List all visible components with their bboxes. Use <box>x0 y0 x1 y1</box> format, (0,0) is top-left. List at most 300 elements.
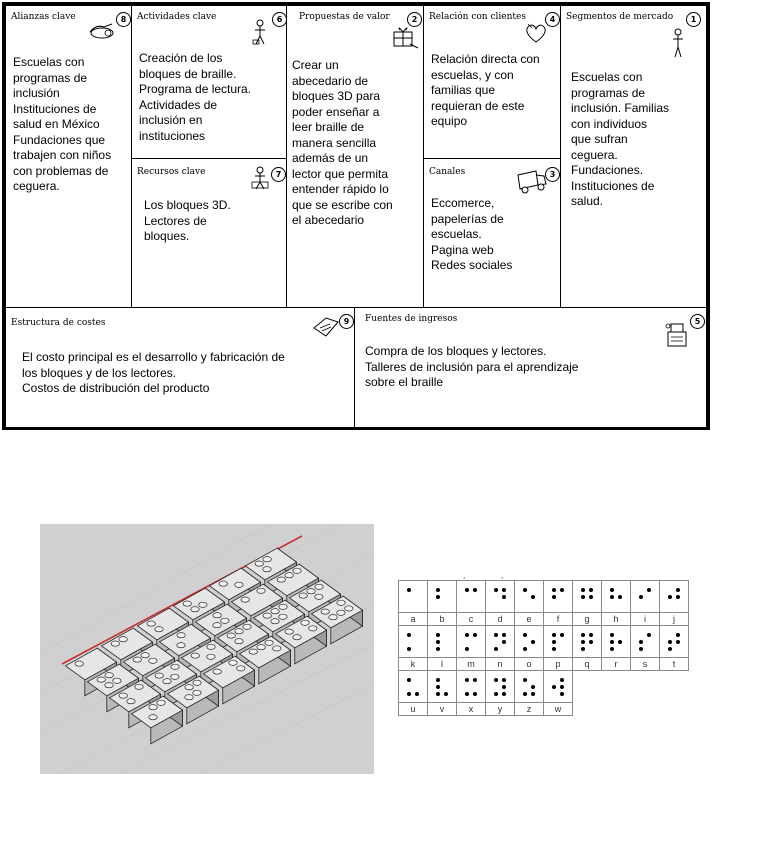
braille-dot <box>610 647 614 651</box>
braille-bump <box>221 618 229 623</box>
braille-dot <box>668 595 672 599</box>
cell-body: Relación directa con escuelas, y con familias que requieran de este equipo <box>431 52 540 128</box>
braille-cell <box>544 626 573 658</box>
braille-bump <box>293 635 301 640</box>
braille-dots <box>522 587 536 607</box>
braille-dot <box>618 595 622 599</box>
braille-dots <box>522 677 536 697</box>
braille-dot <box>436 678 440 682</box>
braille-dot <box>494 692 498 696</box>
braille-dot <box>581 595 585 599</box>
braille-dot <box>552 647 556 651</box>
braille-letter: z <box>515 703 544 716</box>
braille-dot <box>502 640 506 644</box>
empty-cell <box>602 671 631 703</box>
braille-dot <box>610 633 614 637</box>
braille-letter: p <box>544 658 573 671</box>
braille-bump <box>177 643 185 648</box>
braille-cell <box>428 581 457 613</box>
braille-bump <box>235 629 243 634</box>
braille-bump <box>105 673 113 678</box>
braille-bump <box>149 715 157 720</box>
cell-title: Alianzas clave <box>11 12 76 22</box>
cell-body: Crear un abecedario de bloques 3D para poder enseñar a leer braille de manera sencilla además de un lector que permita entender rápido lo que se escribe con el abecedario <box>292 58 393 227</box>
braille-cell <box>486 581 515 613</box>
braille-dots <box>667 632 681 652</box>
braille-letter: d <box>486 613 515 626</box>
braille-bump <box>149 705 157 710</box>
cell-title: Actividades clave <box>137 12 217 22</box>
braille-dot <box>560 633 564 637</box>
empty-cell <box>631 671 660 703</box>
braille-cell <box>486 671 515 703</box>
cell-canales <box>423 158 561 308</box>
braille-bump <box>191 607 199 612</box>
braille-dots <box>406 632 420 652</box>
braille-dot <box>589 595 593 599</box>
braille-cell <box>515 581 544 613</box>
braille-cell <box>544 581 573 613</box>
braille-bump <box>329 615 337 620</box>
braille-cell <box>602 581 631 613</box>
braille-bump <box>277 577 285 582</box>
braille-dots <box>667 587 681 607</box>
price-tag-icon <box>312 316 340 338</box>
braille-dot <box>407 633 411 637</box>
braille-dots <box>435 632 449 652</box>
braille-dots <box>551 677 565 697</box>
braille-letter: k <box>399 658 428 671</box>
braille-dots <box>493 587 507 607</box>
braille-dot <box>465 633 469 637</box>
braille-cell <box>428 671 457 703</box>
cell-body: Eccomerce, papelerías de escuelas. Pagina web Redes sociales <box>431 196 513 272</box>
braille-bump <box>257 588 265 593</box>
braille-dot <box>589 640 593 644</box>
braille-dot <box>494 678 498 682</box>
cell-number: 2 <box>407 12 422 27</box>
cell-number: 9 <box>339 314 354 329</box>
braille-dot <box>668 647 672 651</box>
braille-cell <box>457 581 486 613</box>
braille-bump <box>235 639 243 644</box>
braille-dot <box>676 595 680 599</box>
braille-dots <box>580 587 594 607</box>
braille-letter: n <box>486 658 515 671</box>
braille-dots <box>493 632 507 652</box>
braille-bump <box>299 593 307 598</box>
braille-dot <box>444 692 448 696</box>
braille-bump <box>273 646 281 651</box>
braille-dots <box>522 632 536 652</box>
braille-letter: f <box>544 613 573 626</box>
braille-cell <box>457 671 486 703</box>
person-icon <box>671 28 685 58</box>
braille-dot <box>676 588 680 592</box>
cell-body: Escuelas con programas de inclusión Instituciones de salud en México Fundaciones que trabajen con niños con problemas de ceguera. <box>13 55 112 193</box>
cell-number: 8 <box>116 12 131 27</box>
braille-dots-row <box>399 581 689 613</box>
braille-dot <box>647 588 651 592</box>
braille-cell <box>660 581 689 613</box>
braille-cell <box>573 626 602 658</box>
braille-cell <box>399 626 428 658</box>
braille-dot <box>465 647 469 651</box>
braille-letter: m <box>457 658 486 671</box>
braille-letter: x <box>457 703 486 716</box>
braille-bump <box>147 621 155 626</box>
braille-cell <box>399 581 428 613</box>
cell-body: Los bloques 3D. Lectores de bloques. <box>144 198 231 243</box>
braille-dot <box>407 692 411 696</box>
braille-bump <box>307 589 315 594</box>
braille-dot <box>552 595 556 599</box>
braille-dot <box>581 640 585 644</box>
braille-dot <box>552 640 556 644</box>
braille-dot <box>531 595 535 599</box>
cell-propuestas-de-valor <box>286 5 424 308</box>
cell-actividades-clave <box>131 5 287 159</box>
worker-icon <box>252 18 268 46</box>
braille-dots <box>435 587 449 607</box>
braille-dot <box>473 633 477 637</box>
braille-bump <box>279 604 287 609</box>
braille-dot <box>618 640 622 644</box>
braille-dot <box>494 633 498 637</box>
braille-bump <box>119 637 127 642</box>
braille-dot <box>407 588 411 592</box>
cell-body: Creación de los bloques de braille. Programa de lectura. Actividades de inclusión en instituciones <box>139 51 252 143</box>
braille-bump <box>345 606 353 611</box>
cell-number: 5 <box>690 314 705 329</box>
braille-dots <box>464 632 478 652</box>
braille-bump <box>263 557 271 562</box>
braille-letter-row <box>399 703 689 716</box>
cell-title: Relación con clientes <box>429 12 526 22</box>
braille-dot <box>523 647 527 651</box>
braille-dots <box>609 632 623 652</box>
braille-cell <box>544 671 573 703</box>
braille-letter: u <box>399 703 428 716</box>
braille-dot <box>676 633 680 637</box>
cell-number: 6 <box>272 12 287 27</box>
handshake-ring-icon <box>86 20 116 40</box>
cell-title: Canales <box>429 167 466 177</box>
braille-cell <box>486 626 515 658</box>
braille-bump <box>255 561 263 566</box>
braille-bump <box>279 614 287 619</box>
braille-bump <box>257 645 265 650</box>
braille-bump <box>337 600 345 605</box>
braille-dot <box>589 588 593 592</box>
braille-bump <box>301 620 309 625</box>
braille-dot <box>436 685 440 689</box>
braille-dot <box>531 692 535 696</box>
braille-dot <box>502 678 506 682</box>
cell-title: Recursos clave <box>137 167 206 177</box>
braille-dot <box>465 588 469 592</box>
braille-dot <box>502 685 506 689</box>
stray-mark: , <box>463 571 466 580</box>
cell-title: Propuestas de valor <box>299 12 390 22</box>
braille-dot <box>523 692 527 696</box>
braille-dots <box>609 587 623 607</box>
cell-number: 3 <box>545 167 560 182</box>
braille-dot <box>494 588 498 592</box>
cell-alianzas-clave <box>5 5 132 308</box>
empty-cell <box>573 703 602 716</box>
braille-letter: i <box>631 613 660 626</box>
braille-bump <box>213 669 221 674</box>
business-model-canvas <box>2 2 710 430</box>
braille-dots <box>406 587 420 607</box>
cell-number: 7 <box>271 167 286 182</box>
braille-bump <box>199 602 207 607</box>
braille-bump <box>111 641 119 646</box>
braille-bump <box>177 633 185 638</box>
braille-dot <box>502 633 506 637</box>
braille-bump <box>227 633 235 638</box>
braille-dot <box>531 685 535 689</box>
braille-dot <box>436 647 440 651</box>
braille-letter: w <box>544 703 573 716</box>
braille-cell <box>573 581 602 613</box>
gift-icon <box>391 24 419 50</box>
braille-blocks-scene <box>40 524 374 774</box>
braille-letter: r <box>602 658 631 671</box>
braille-bump <box>207 644 215 649</box>
braille-dot <box>560 685 564 689</box>
braille-dot <box>552 633 556 637</box>
braille-cell <box>631 626 660 658</box>
braille-dot <box>581 647 585 651</box>
braille-dot <box>610 640 614 644</box>
delivery-truck-icon <box>516 169 548 195</box>
braille-dots <box>493 677 507 697</box>
braille-dot <box>436 633 440 637</box>
braille-dot <box>473 588 477 592</box>
braille-dots <box>638 632 652 652</box>
braille-cell <box>515 626 544 658</box>
braille-bump <box>171 664 179 669</box>
braille-dots <box>638 587 652 607</box>
braille-bump <box>193 690 201 695</box>
braille-letter: h <box>602 613 631 626</box>
braille-dot <box>531 640 535 644</box>
cell-fuentes-de-ingresos <box>354 307 707 428</box>
cell-segmentos-de-mercado <box>560 5 707 308</box>
braille-bump <box>241 597 249 602</box>
braille-dots <box>551 632 565 652</box>
braille-bump <box>163 679 171 684</box>
braille-cell <box>631 581 660 613</box>
empty-cell <box>631 703 660 716</box>
braille-letter-row <box>399 613 689 626</box>
braille-letter: c <box>457 613 486 626</box>
braille-dot <box>523 633 527 637</box>
braille-bump <box>185 695 193 700</box>
braille-bump <box>155 673 163 678</box>
braille-bump <box>271 609 279 614</box>
braille-cell <box>515 671 544 703</box>
braille-bump <box>229 660 237 665</box>
braille-dot <box>552 588 556 592</box>
braille-bump <box>155 627 163 632</box>
braille-dot <box>465 678 469 682</box>
braille-bump <box>285 629 293 634</box>
braille-bump <box>97 677 105 682</box>
braille-dots <box>580 632 594 652</box>
braille-dots-row <box>399 671 689 703</box>
cell-title: Estructura de costes <box>11 318 106 328</box>
braille-dot <box>581 633 585 637</box>
braille-bump <box>213 623 221 628</box>
cell-number: 4 <box>545 12 560 27</box>
braille-bump <box>285 573 293 578</box>
braille-bump <box>207 654 215 659</box>
braille-dot <box>610 588 614 592</box>
braille-dot <box>560 588 564 592</box>
braille-dot <box>639 647 643 651</box>
cell-recursos-clave <box>131 158 287 308</box>
braille-bump <box>293 568 301 573</box>
braille-bump <box>265 640 273 645</box>
braille-bump <box>235 582 243 587</box>
braille-bump <box>75 661 83 666</box>
braille-dot <box>560 692 564 696</box>
braille-letter: j <box>660 613 689 626</box>
braille-letter: l <box>428 658 457 671</box>
cell-body: El costo principal es el desarrollo y fabricación de los bloques y de los lectores. Costos de distribución del producto <box>22 350 285 395</box>
braille-letter: b <box>428 613 457 626</box>
cell-relacion-con-clientes <box>423 5 561 159</box>
braille-dot <box>610 595 614 599</box>
braille-letter: e <box>515 613 544 626</box>
braille-dot <box>502 588 506 592</box>
braille-bump <box>321 609 329 614</box>
braille-dot <box>647 633 651 637</box>
cell-title: Fuentes de ingresos <box>365 314 458 324</box>
cell-body: Compra de los bloques y lectores. Talleres de inclusión para el aprendizaje sobre el braille <box>365 344 579 389</box>
braille-dot <box>502 595 506 599</box>
braille-bump <box>157 700 165 705</box>
braille-dot <box>436 640 440 644</box>
factory-worker-icon <box>250 165 270 191</box>
braille-dot <box>581 588 585 592</box>
braille-dot <box>552 685 556 689</box>
braille-letter: a <box>399 613 428 626</box>
braille-bump <box>263 613 271 618</box>
braille-cell <box>399 671 428 703</box>
braille-bump <box>127 699 135 704</box>
braille-bump <box>271 619 279 624</box>
braille-letter: s <box>631 658 660 671</box>
braille-dot <box>639 640 643 644</box>
braille-letter: o <box>515 658 544 671</box>
cell-number: 1 <box>686 12 701 27</box>
braille-bump <box>219 581 227 586</box>
braille-letter: v <box>428 703 457 716</box>
braille-bump <box>243 624 251 629</box>
braille-dot <box>560 678 564 682</box>
braille-alphabet-table <box>398 580 689 716</box>
braille-dot <box>676 640 680 644</box>
braille-cell <box>457 626 486 658</box>
braille-bump <box>263 567 271 572</box>
braille-dot <box>494 647 498 651</box>
empty-cell <box>660 671 689 703</box>
stray-mark: , <box>501 571 504 580</box>
braille-bump <box>149 658 157 663</box>
braille-letter: t <box>660 658 689 671</box>
braille-dot <box>668 640 672 644</box>
braille-letter: q <box>573 658 602 671</box>
cell-estructura-de-costes <box>5 307 355 428</box>
braille-bump <box>171 674 179 679</box>
braille-letter: g <box>573 613 602 626</box>
braille-dot <box>465 692 469 696</box>
braille-bump <box>213 613 221 618</box>
braille-dot <box>407 647 411 651</box>
braille-dot <box>415 692 419 696</box>
empty-cell <box>602 703 631 716</box>
cell-title: Segmentos de mercado <box>566 12 674 22</box>
braille-table <box>398 580 689 716</box>
braille-cell <box>660 626 689 658</box>
braille-dots <box>551 587 565 607</box>
braille-dot <box>473 692 477 696</box>
braille-dots <box>406 677 420 697</box>
empty-cell <box>573 671 602 703</box>
braille-dot <box>407 678 411 682</box>
braille-bump <box>315 594 323 599</box>
braille-dot <box>436 595 440 599</box>
braille-bump <box>105 683 113 688</box>
braille-dots <box>435 677 449 697</box>
braille-dot <box>639 595 643 599</box>
braille-bump <box>249 649 257 654</box>
braille-dot <box>473 678 477 682</box>
braille-dot <box>436 692 440 696</box>
braille-dot <box>589 633 593 637</box>
braille-dots <box>464 587 478 607</box>
braille-dot <box>436 588 440 592</box>
braille-bump <box>315 584 323 589</box>
braille-letter: y <box>486 703 515 716</box>
braille-cell <box>602 626 631 658</box>
braille-cell <box>428 626 457 658</box>
braille-bump <box>185 685 193 690</box>
braille-bump <box>237 666 245 671</box>
braille-dots <box>464 677 478 697</box>
empty-cell <box>660 703 689 716</box>
braille-bump <box>135 684 143 689</box>
braille-bump <box>191 653 199 658</box>
braille-bump <box>193 680 201 685</box>
braille-dot <box>523 678 527 682</box>
braille-bump <box>113 678 121 683</box>
braille-dots-row <box>399 626 689 658</box>
cell-body: Escuelas con programas de inclusión. Familias con individuos que sufran ceguera. Fundaciones. Instituciones de salud. <box>571 70 670 208</box>
braille-bump <box>309 626 317 631</box>
braille-blocks-3d-render <box>40 524 374 774</box>
braille-bump <box>183 601 191 606</box>
braille-dot <box>502 692 506 696</box>
braille-bump <box>337 610 345 615</box>
braille-bump <box>141 653 149 658</box>
braille-bump <box>133 657 141 662</box>
braille-dot <box>523 588 527 592</box>
